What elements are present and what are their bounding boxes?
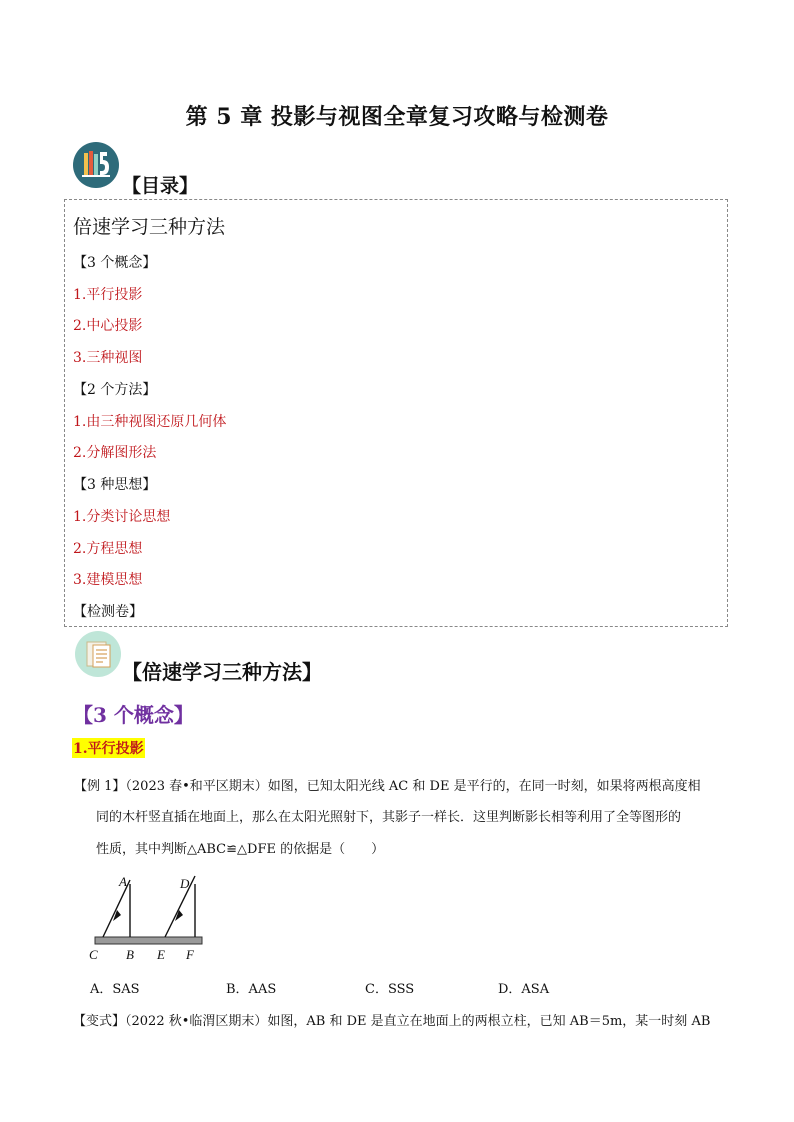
example-line: 性质，其中判断△ABC≌△DFE 的依据是（ ） [96, 842, 385, 857]
books-icon [73, 142, 119, 188]
toc-item[interactable]: 1.平行投影 [73, 287, 143, 303]
option-d[interactable]: D．ASA [498, 982, 550, 997]
toc-heading: 【目录】 [122, 175, 199, 197]
example-line: 【例 1】（2023 春•和平区期末）如图，已知太阳光线 AC 和 DE 是平行的，在同一时刻，如果将两根高度相 [74, 779, 701, 794]
toc-item[interactable]: 2.方程思想 [73, 541, 143, 557]
figure-label-d: D [180, 876, 190, 891]
toc-item[interactable]: 【2 个方法】 [73, 382, 157, 398]
toc-item[interactable]: 1.由三种视图还原几何体 [73, 414, 227, 430]
toc-item[interactable]: 3.三种视图 [73, 350, 143, 366]
figure-label-c: C [89, 947, 98, 962]
figure-label-b: B [126, 947, 134, 962]
option-a[interactable]: A．SAS [90, 982, 140, 997]
option-b[interactable]: B．AAS [226, 982, 277, 997]
option-c[interactable]: C．SSS [365, 982, 415, 997]
toc-item[interactable]: 3.建模思想 [73, 572, 143, 588]
concept-heading: 【3 个概念】 [73, 703, 194, 727]
notes-icon [75, 631, 121, 677]
figure-label-f: F [186, 947, 194, 962]
figure-label-a: A [119, 874, 127, 889]
page-title: 第 5 章 投影与视图全章复习攻略与检测卷 [185, 104, 609, 130]
section-heading: 【倍速学习三种方法】 [122, 660, 322, 684]
toc-item[interactable]: 2.分解图形法 [73, 445, 157, 461]
figure-label-e: E [157, 947, 165, 962]
toc-item[interactable]: 1.分类讨论思想 [73, 509, 171, 525]
toc-item[interactable]: 2.中心投影 [73, 318, 143, 334]
toc-item[interactable]: 【3 个概念】 [73, 255, 157, 271]
variant-line: 【变式】（2022 秋•临渭区期末）如图，AB 和 DE 是直立在地面上的两根立柱，已知 AB＝5m，某一时刻 AB [73, 1014, 711, 1029]
toc-item[interactable]: 【检测卷】 [73, 604, 143, 620]
toc-main-title: 倍速学习三种方法 [73, 216, 226, 238]
subsection-heading: 1.平行投影 [72, 738, 145, 758]
example-line: 同的木杆竖直插在地面上，那么在太阳光照射下，其影子一样长．这里判断影长相等利用了全等图形的 [96, 810, 682, 825]
toc-item[interactable]: 【3 种思想】 [73, 477, 157, 493]
geometry-figure [86, 868, 210, 964]
